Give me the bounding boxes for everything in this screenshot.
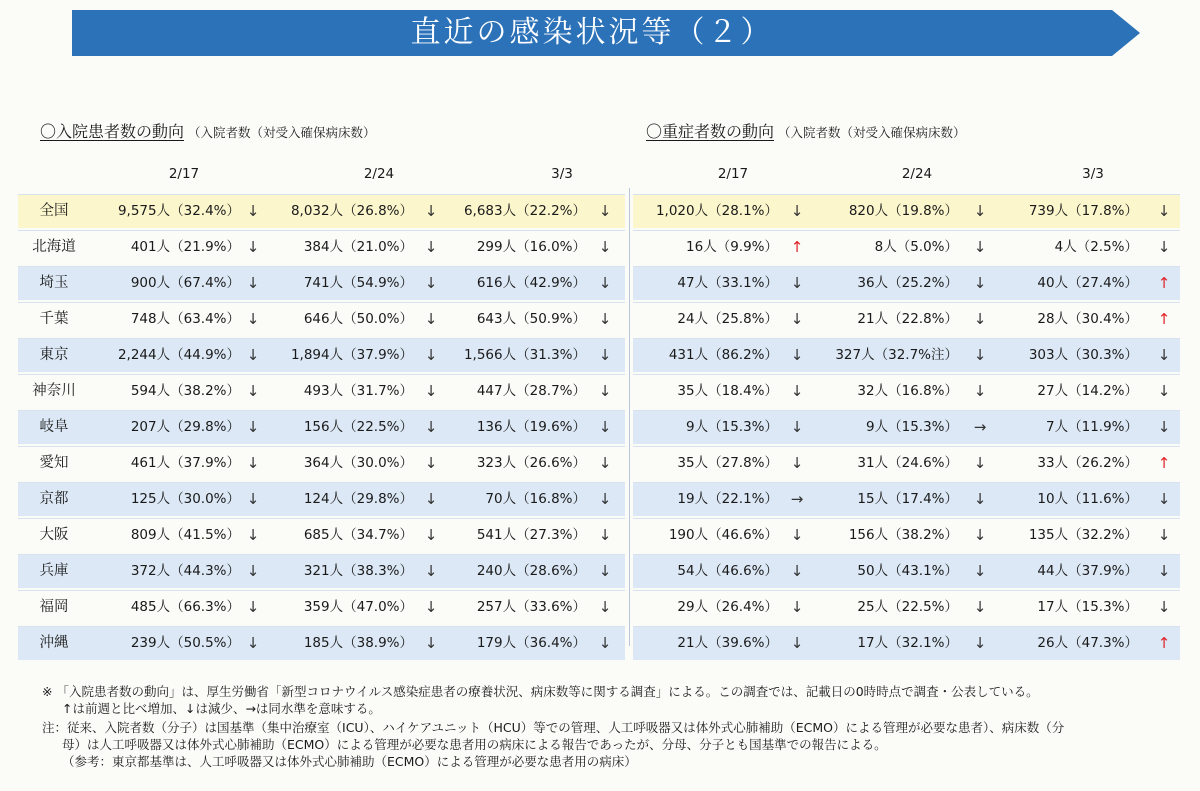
trend-down-icon: ↓ bbox=[598, 274, 612, 292]
value-cell: 643人（50.9%） bbox=[476, 311, 586, 327]
value-cell: 10人（11.6%） bbox=[1037, 491, 1138, 507]
trend-down-icon: ↓ bbox=[973, 526, 987, 544]
trend-down-icon: ↓ bbox=[424, 418, 438, 436]
value-cell: 493人（31.7%） bbox=[303, 383, 413, 399]
value-cell: 616人（42.9%） bbox=[476, 275, 586, 291]
table-row bbox=[18, 338, 625, 372]
left-section-heading bbox=[40, 119, 376, 142]
value-cell: 135人（32.2%） bbox=[1028, 527, 1138, 543]
trend-down-icon: ↓ bbox=[246, 598, 260, 616]
trend-down-icon: ↓ bbox=[1157, 382, 1171, 400]
value-cell: 6,683人（22.2%） bbox=[463, 203, 586, 219]
right-column-headers bbox=[633, 158, 1180, 194]
value-cell: 2,244人（44.9%） bbox=[117, 347, 240, 363]
prefecture-name: 京都 bbox=[39, 491, 69, 507]
trend-down-icon: ↓ bbox=[598, 346, 612, 364]
prefecture-name: 千葉 bbox=[39, 311, 69, 327]
table-row bbox=[18, 410, 625, 444]
trend-down-icon: ↓ bbox=[598, 202, 612, 220]
trend-down-icon: ↓ bbox=[598, 490, 612, 508]
value-cell: 739人（17.8%） bbox=[1028, 203, 1138, 219]
trend-down-icon: ↓ bbox=[598, 454, 612, 472]
value-cell: 431人（86.2%） bbox=[668, 347, 778, 363]
value-cell: 156人（22.5%） bbox=[303, 419, 413, 435]
trend-down-icon: ↓ bbox=[424, 382, 438, 400]
value-cell: 185人（38.9%） bbox=[303, 635, 413, 651]
value-cell: 190人（46.6%） bbox=[668, 527, 778, 543]
table-row bbox=[633, 302, 1180, 336]
trend-down-icon: ↓ bbox=[424, 562, 438, 580]
table-row bbox=[633, 374, 1180, 408]
title-banner bbox=[72, 10, 1140, 56]
trend-down-icon: ↓ bbox=[246, 454, 260, 472]
value-cell: 25人（22.5%） bbox=[857, 599, 958, 615]
trend-down-icon: ↓ bbox=[790, 202, 804, 220]
trend-down-icon: ↓ bbox=[598, 634, 612, 652]
trend-down-icon: ↓ bbox=[1157, 418, 1171, 436]
value-cell: 207人（29.8%） bbox=[130, 419, 240, 435]
value-cell: 9人（15.3%） bbox=[686, 419, 778, 435]
value-cell: 179人（36.4%） bbox=[476, 635, 586, 651]
trend-down-icon: ↓ bbox=[973, 634, 987, 652]
value-cell: 239人（50.5%） bbox=[130, 635, 240, 651]
trend-up-icon: ↑ bbox=[1157, 454, 1171, 472]
table-divider bbox=[629, 188, 630, 646]
trend-flat-icon: → bbox=[790, 490, 804, 508]
value-cell: 15人（17.4%） bbox=[857, 491, 958, 507]
value-cell: 384人（21.0%） bbox=[303, 239, 413, 255]
trend-down-icon: ↓ bbox=[424, 202, 438, 220]
value-cell: 28人（30.4%） bbox=[1037, 311, 1138, 327]
table-row bbox=[18, 590, 625, 624]
value-cell: 323人（26.6%） bbox=[476, 455, 586, 471]
trend-down-icon: ↓ bbox=[790, 274, 804, 292]
value-cell: 327人（32.7%注） bbox=[835, 347, 958, 363]
left-column-headers bbox=[18, 158, 625, 194]
prefecture-name: 全国 bbox=[39, 203, 69, 219]
trend-down-icon: ↓ bbox=[973, 346, 987, 364]
prefecture-name: 沖縄 bbox=[39, 635, 69, 651]
trend-down-icon: ↓ bbox=[1157, 526, 1171, 544]
note-1-legend: ↑は前週と比べ増加、↓は減少、→は同水準を意味する。 bbox=[62, 701, 381, 716]
value-cell: 44人（37.9%） bbox=[1037, 563, 1138, 579]
value-cell: 364人（30.0%） bbox=[303, 455, 413, 471]
value-cell: 461人（37.9%） bbox=[130, 455, 240, 471]
value-cell: 240人（28.6%） bbox=[476, 563, 586, 579]
trend-down-icon: ↓ bbox=[973, 598, 987, 616]
inpatient-table bbox=[18, 158, 625, 662]
table-row bbox=[18, 194, 625, 228]
trend-down-icon: ↓ bbox=[424, 274, 438, 292]
table-row bbox=[633, 194, 1180, 228]
prefecture-name: 愛知 bbox=[39, 455, 69, 471]
value-cell: 136人（19.6%） bbox=[476, 419, 586, 435]
value-cell: 257人（33.6%） bbox=[476, 599, 586, 615]
table-row bbox=[18, 554, 625, 588]
value-cell: 7人（11.9%） bbox=[1046, 419, 1138, 435]
value-cell: 485人（66.3%） bbox=[130, 599, 240, 615]
table-row bbox=[18, 482, 625, 516]
value-cell: 685人（34.7%） bbox=[303, 527, 413, 543]
trend-down-icon: ↓ bbox=[790, 418, 804, 436]
trend-down-icon: ↓ bbox=[246, 310, 260, 328]
trend-down-icon: ↓ bbox=[1157, 598, 1171, 616]
left-subheading: （入院者数（対受入確保病床数） bbox=[188, 125, 376, 140]
value-cell: 33人（26.2%） bbox=[1037, 455, 1138, 471]
trend-down-icon: ↓ bbox=[790, 598, 804, 616]
trend-down-icon: ↓ bbox=[973, 274, 987, 292]
table-row bbox=[18, 230, 625, 264]
right-section-heading bbox=[646, 119, 966, 142]
trend-up-icon: ↑ bbox=[790, 238, 804, 256]
table-row bbox=[633, 410, 1180, 444]
value-cell: 17人（32.1%） bbox=[857, 635, 958, 651]
value-cell: 321人（38.3%） bbox=[303, 563, 413, 579]
value-cell: 32人（16.8%） bbox=[857, 383, 958, 399]
value-cell: 9,575人（32.4%） bbox=[117, 203, 240, 219]
prefecture-name: 大阪 bbox=[39, 527, 69, 543]
trend-down-icon: ↓ bbox=[973, 238, 987, 256]
table-row bbox=[18, 374, 625, 408]
value-cell: 4人（2.5%） bbox=[1054, 239, 1138, 255]
value-cell: 359人（47.0%） bbox=[303, 599, 413, 615]
table-row bbox=[633, 446, 1180, 480]
table-row bbox=[633, 626, 1180, 660]
value-cell: 303人（30.3%） bbox=[1028, 347, 1138, 363]
value-cell: 299人（16.0%） bbox=[476, 239, 586, 255]
table-row bbox=[18, 626, 625, 660]
trend-down-icon: ↓ bbox=[246, 346, 260, 364]
value-cell: 24人（25.8%） bbox=[677, 311, 778, 327]
trend-down-icon: ↓ bbox=[1157, 346, 1171, 364]
trend-down-icon: ↓ bbox=[246, 490, 260, 508]
value-cell: 54人（46.6%） bbox=[677, 563, 778, 579]
value-cell: 125人（30.0%） bbox=[130, 491, 240, 507]
trend-down-icon: ↓ bbox=[246, 238, 260, 256]
prefecture-name: 埼玉 bbox=[39, 275, 69, 291]
trend-down-icon: ↓ bbox=[973, 310, 987, 328]
value-cell: 401人（21.9%） bbox=[130, 239, 240, 255]
table-row bbox=[633, 590, 1180, 624]
value-cell: 809人（41.5%） bbox=[130, 527, 240, 543]
column-header: 2/24 bbox=[363, 166, 395, 182]
value-cell: 8人（5.0%） bbox=[874, 239, 958, 255]
trend-down-icon: ↓ bbox=[1157, 562, 1171, 580]
trend-flat-icon: → bbox=[973, 418, 987, 436]
value-cell: 35人（27.8%） bbox=[677, 455, 778, 471]
right-heading-text: 〇重症者数の動向 bbox=[646, 122, 775, 141]
trend-down-icon: ↓ bbox=[598, 418, 612, 436]
table-row bbox=[18, 446, 625, 480]
value-cell: 748人（63.4%） bbox=[130, 311, 240, 327]
right-subheading: （入院者数（対受入確保病床数） bbox=[778, 125, 966, 140]
column-header: 2/17 bbox=[168, 166, 200, 182]
trend-down-icon: ↓ bbox=[246, 526, 260, 544]
value-cell: 16人（9.9%） bbox=[686, 239, 778, 255]
table-row bbox=[18, 266, 625, 300]
value-cell: 31人（24.6%） bbox=[857, 455, 958, 471]
footnotes bbox=[42, 683, 1172, 770]
trend-down-icon: ↓ bbox=[790, 526, 804, 544]
value-cell: 50人（43.1%） bbox=[857, 563, 958, 579]
trend-down-icon: ↓ bbox=[790, 634, 804, 652]
value-cell: 70人（16.8%） bbox=[485, 491, 586, 507]
trend-down-icon: ↓ bbox=[598, 598, 612, 616]
value-cell: 646人（50.0%） bbox=[303, 311, 413, 327]
trend-down-icon: ↓ bbox=[973, 382, 987, 400]
trend-down-icon: ↓ bbox=[598, 310, 612, 328]
value-cell: 447人（28.7%） bbox=[476, 383, 586, 399]
table-row bbox=[633, 482, 1180, 516]
trend-down-icon: ↓ bbox=[1157, 490, 1171, 508]
trend-down-icon: ↓ bbox=[424, 346, 438, 364]
left-heading-text: 〇入院患者数の動向 bbox=[40, 122, 185, 141]
trend-down-icon: ↓ bbox=[598, 382, 612, 400]
trend-down-icon: ↓ bbox=[424, 310, 438, 328]
trend-down-icon: ↓ bbox=[424, 454, 438, 472]
value-cell: 36人（25.2%） bbox=[857, 275, 958, 291]
trend-down-icon: ↓ bbox=[790, 346, 804, 364]
column-header: 3/3 bbox=[551, 166, 573, 182]
value-cell: 17人（15.3%） bbox=[1037, 599, 1138, 615]
trend-down-icon: ↓ bbox=[973, 454, 987, 472]
trend-down-icon: ↓ bbox=[1157, 202, 1171, 220]
column-header: 2/24 bbox=[901, 166, 933, 182]
value-cell: 820人（19.8%） bbox=[848, 203, 958, 219]
value-cell: 741人（54.9%） bbox=[303, 275, 413, 291]
value-cell: 594人（38.2%） bbox=[130, 383, 240, 399]
trend-up-icon: ↑ bbox=[1157, 634, 1171, 652]
prefecture-name: 岐阜 bbox=[39, 419, 69, 435]
trend-down-icon: ↓ bbox=[246, 382, 260, 400]
trend-down-icon: ↓ bbox=[598, 238, 612, 256]
trend-down-icon: ↓ bbox=[424, 634, 438, 652]
trend-down-icon: ↓ bbox=[246, 634, 260, 652]
trend-down-icon: ↓ bbox=[424, 526, 438, 544]
trend-down-icon: ↓ bbox=[246, 274, 260, 292]
trend-down-icon: ↓ bbox=[246, 202, 260, 220]
trend-down-icon: ↓ bbox=[598, 562, 612, 580]
value-cell: 124人（29.8%） bbox=[303, 491, 413, 507]
trend-down-icon: ↓ bbox=[790, 310, 804, 328]
prefecture-name: 神奈川 bbox=[32, 383, 76, 399]
trend-down-icon: ↓ bbox=[790, 382, 804, 400]
value-cell: 19人（22.1%） bbox=[677, 491, 778, 507]
trend-down-icon: ↓ bbox=[246, 562, 260, 580]
note-2: 注：従来、入院者数（分子）は国基準（集中治療室（ICU）、ハイケアユニット（HCU）等での管理、人工呼吸器又は体外式心肺補助（ECMO）による管理が必要な患者）、病床数（分 bbox=[42, 720, 1065, 735]
table-row bbox=[18, 302, 625, 336]
value-cell: 40人（27.4%） bbox=[1037, 275, 1138, 291]
value-cell: 9人（15.3%） bbox=[866, 419, 958, 435]
prefecture-name: 福岡 bbox=[39, 599, 69, 615]
value-cell: 26人（47.3%） bbox=[1037, 635, 1138, 651]
value-cell: 900人（67.4%） bbox=[130, 275, 240, 291]
trend-down-icon: ↓ bbox=[598, 526, 612, 544]
trend-down-icon: ↓ bbox=[246, 418, 260, 436]
value-cell: 1,894人（37.9%） bbox=[290, 347, 413, 363]
value-cell: 27人（14.2%） bbox=[1037, 383, 1138, 399]
table-row bbox=[633, 266, 1180, 300]
trend-down-icon: ↓ bbox=[1157, 238, 1171, 256]
severe-table bbox=[633, 158, 1180, 662]
trend-up-icon: ↑ bbox=[1157, 310, 1171, 328]
value-cell: 8,032人（26.8%） bbox=[290, 203, 413, 219]
table-row bbox=[18, 518, 625, 552]
value-cell: 1,566人（31.3%） bbox=[463, 347, 586, 363]
column-header: 2/17 bbox=[717, 166, 749, 182]
trend-down-icon: ↓ bbox=[973, 490, 987, 508]
table-row bbox=[633, 338, 1180, 372]
trend-down-icon: ↓ bbox=[973, 202, 987, 220]
note-2-reference: （参考：東京都基準は、人工呼吸器又は体外式心肺補助（ECMO）による管理が必要な患者用の病床） bbox=[62, 754, 637, 769]
value-cell: 21人（22.8%） bbox=[857, 311, 958, 327]
prefecture-name: 東京 bbox=[39, 347, 69, 363]
value-cell: 1,020人（28.1%） bbox=[655, 203, 778, 219]
value-cell: 47人（33.1%） bbox=[677, 275, 778, 291]
value-cell: 21人（39.6%） bbox=[677, 635, 778, 651]
trend-down-icon: ↓ bbox=[790, 562, 804, 580]
value-cell: 541人（27.3%） bbox=[476, 527, 586, 543]
value-cell: 35人（18.4%） bbox=[677, 383, 778, 399]
table-row bbox=[633, 518, 1180, 552]
value-cell: 29人（26.4%） bbox=[677, 599, 778, 615]
value-cell: 372人（44.3%） bbox=[130, 563, 240, 579]
trend-down-icon: ↓ bbox=[790, 454, 804, 472]
value-cell: 156人（38.2%） bbox=[848, 527, 958, 543]
note-2-cont: 母）は人工呼吸器又は体外式心肺補助（ECMO）による管理が必要な患者用の病床による報告であったが、分母、分子とも国基準での報告による。 bbox=[62, 737, 887, 752]
trend-down-icon: ↓ bbox=[973, 562, 987, 580]
note-1: ※ 「入院患者数の動向」は、厚生労働省「新型コロナウイルス感染症患者の療養状況、病床数等に関する調査」による。この調査では、記載日の0時時点で調査・公表している。 bbox=[42, 684, 1039, 699]
column-header: 3/3 bbox=[1082, 166, 1104, 182]
trend-down-icon: ↓ bbox=[424, 238, 438, 256]
trend-up-icon: ↑ bbox=[1157, 274, 1171, 292]
table-row bbox=[633, 230, 1180, 264]
prefecture-name: 北海道 bbox=[32, 239, 76, 255]
trend-down-icon: ↓ bbox=[424, 598, 438, 616]
table-row bbox=[633, 554, 1180, 588]
prefecture-name: 兵庫 bbox=[39, 563, 69, 579]
trend-down-icon: ↓ bbox=[424, 490, 438, 508]
page-title: 直近の感染状況等（２） bbox=[410, 15, 774, 50]
